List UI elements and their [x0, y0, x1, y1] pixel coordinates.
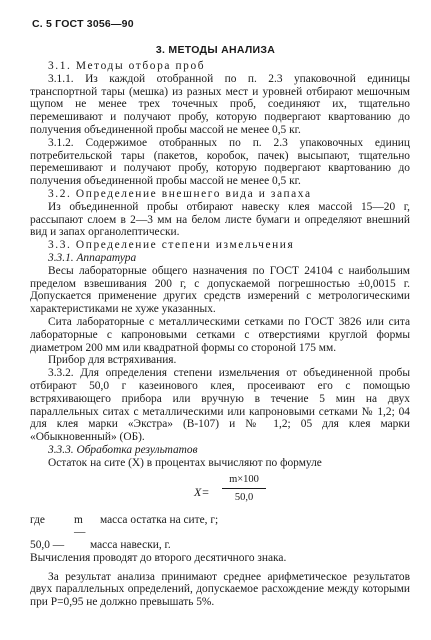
definition-m-text: масса остатка на сите, г; [100, 513, 219, 526]
definition-m [30, 514, 410, 540]
formula [30, 472, 410, 514]
paragraph-final: За результат анализа принимают среднее арифметическое результатов двух параллельных определений, допускаемое расхождение между которыми при P=0,95 не должно превышать 5%. [30, 570, 410, 609]
document-body [30, 60, 410, 609]
paragraph-apparatus-scales: Весы лабораторные общего назначения по ГОСТ 24104 с наибольшим пределом взвешивания 200 г, с допускаемой погрешностью ±0,0015 г. Допускается применение других средств измерений с метрологическими характеристиками не хуже указанных. [30, 264, 410, 316]
paragraph-calc-note: Вычисления проводят до второго десятичного знака. [30, 551, 287, 564]
formula-lhs: X= [194, 484, 210, 499]
paragraph-apparatus-sieves: Сита лабораторные с металлическими сетками по ГОСТ 3826 или сита лабораторные с капроновыми сетками с отверстиями круглой формы диаметром 200 мм или квадратной формы со стороной 175 мм. [30, 315, 410, 354]
heading-3-3-3: 3.3.3. Обработка результатов [48, 443, 198, 456]
heading-3-1: 3.1. Методы отбора проб [48, 60, 206, 72]
paragraph-3-3-2: 3.3.2. Для определения степени измельчения от объединенной пробы отбирают 50,0 г казеинового клея, просеивают его с помощью встряхивающего прибора или вручную в течение 5 мин на двух параллельных ситах с металлическими или капроновыми сетками № 1,2; 04 для клея марки «Экстра» (В-107) и № 1,2; 05 для клея марки «Обыкновенный» (ОБ). [30, 367, 410, 444]
definition-m-symbol: m — [74, 513, 86, 539]
definition-50 [30, 539, 410, 552]
formula-fraction [222, 474, 266, 506]
section-title: 3. МЕТОДЫ АНАЛИЗА [155, 44, 276, 56]
definition-50-text: масса навески, г. [90, 539, 171, 552]
formula-definitions [30, 514, 410, 552]
heading-3-3: 3.3. Определение степени измельчения [48, 239, 295, 252]
paragraph-3-1-2: 3.1.2. Содержимое отобранных по п. 2.3 упаковочных единиц потребительской тары (пакетов, коробок, пачек) высыпают, тщательно перемешивают и получают пробу, которую подвергают квартованию до получения объединенной пробы массой не менее 0,5 кг. [30, 136, 410, 188]
definition-intro: где [30, 513, 45, 526]
paragraph-apparatus-shaker: Прибор для встряхивания. [48, 354, 177, 367]
formula-denominator: 50,0 [234, 492, 254, 504]
heading-3-3-1: 3.3.1. Аппаратура [48, 251, 137, 264]
paragraph-3-2: Из объединенной пробы отбирают навеску клея массой 15—20 г, рассыпают слоем в 2—3 мм на белом листе бумаги и определяют внешний вид и запах органолептически. [30, 200, 410, 239]
paragraph-formula-intro: Остаток на сите (X) в процентах вычисляют по формуле [48, 456, 322, 469]
heading-3-2: 3.2. Определение внешнего вида и запаха [48, 187, 312, 200]
paragraph-3-1-1: 3.1.1. Из каждой отобранной по п. 2.3 упаковочной единицы транспортной тары (мешка) из разных мест и уровней отбирают мешочным щупом не менее трех точечных проб, соединяют их, тщательно перемешивают и получают пробу, которую подвергают квартованию до получения объединенной пробы массой не менее 0,5 кг. [30, 72, 410, 136]
formula-numerator: m×100 [222, 474, 266, 490]
page-header: С. 5 ГОСТ 3056—90 [32, 18, 134, 30]
definition-50-symbol: 50,0 — [30, 539, 65, 552]
